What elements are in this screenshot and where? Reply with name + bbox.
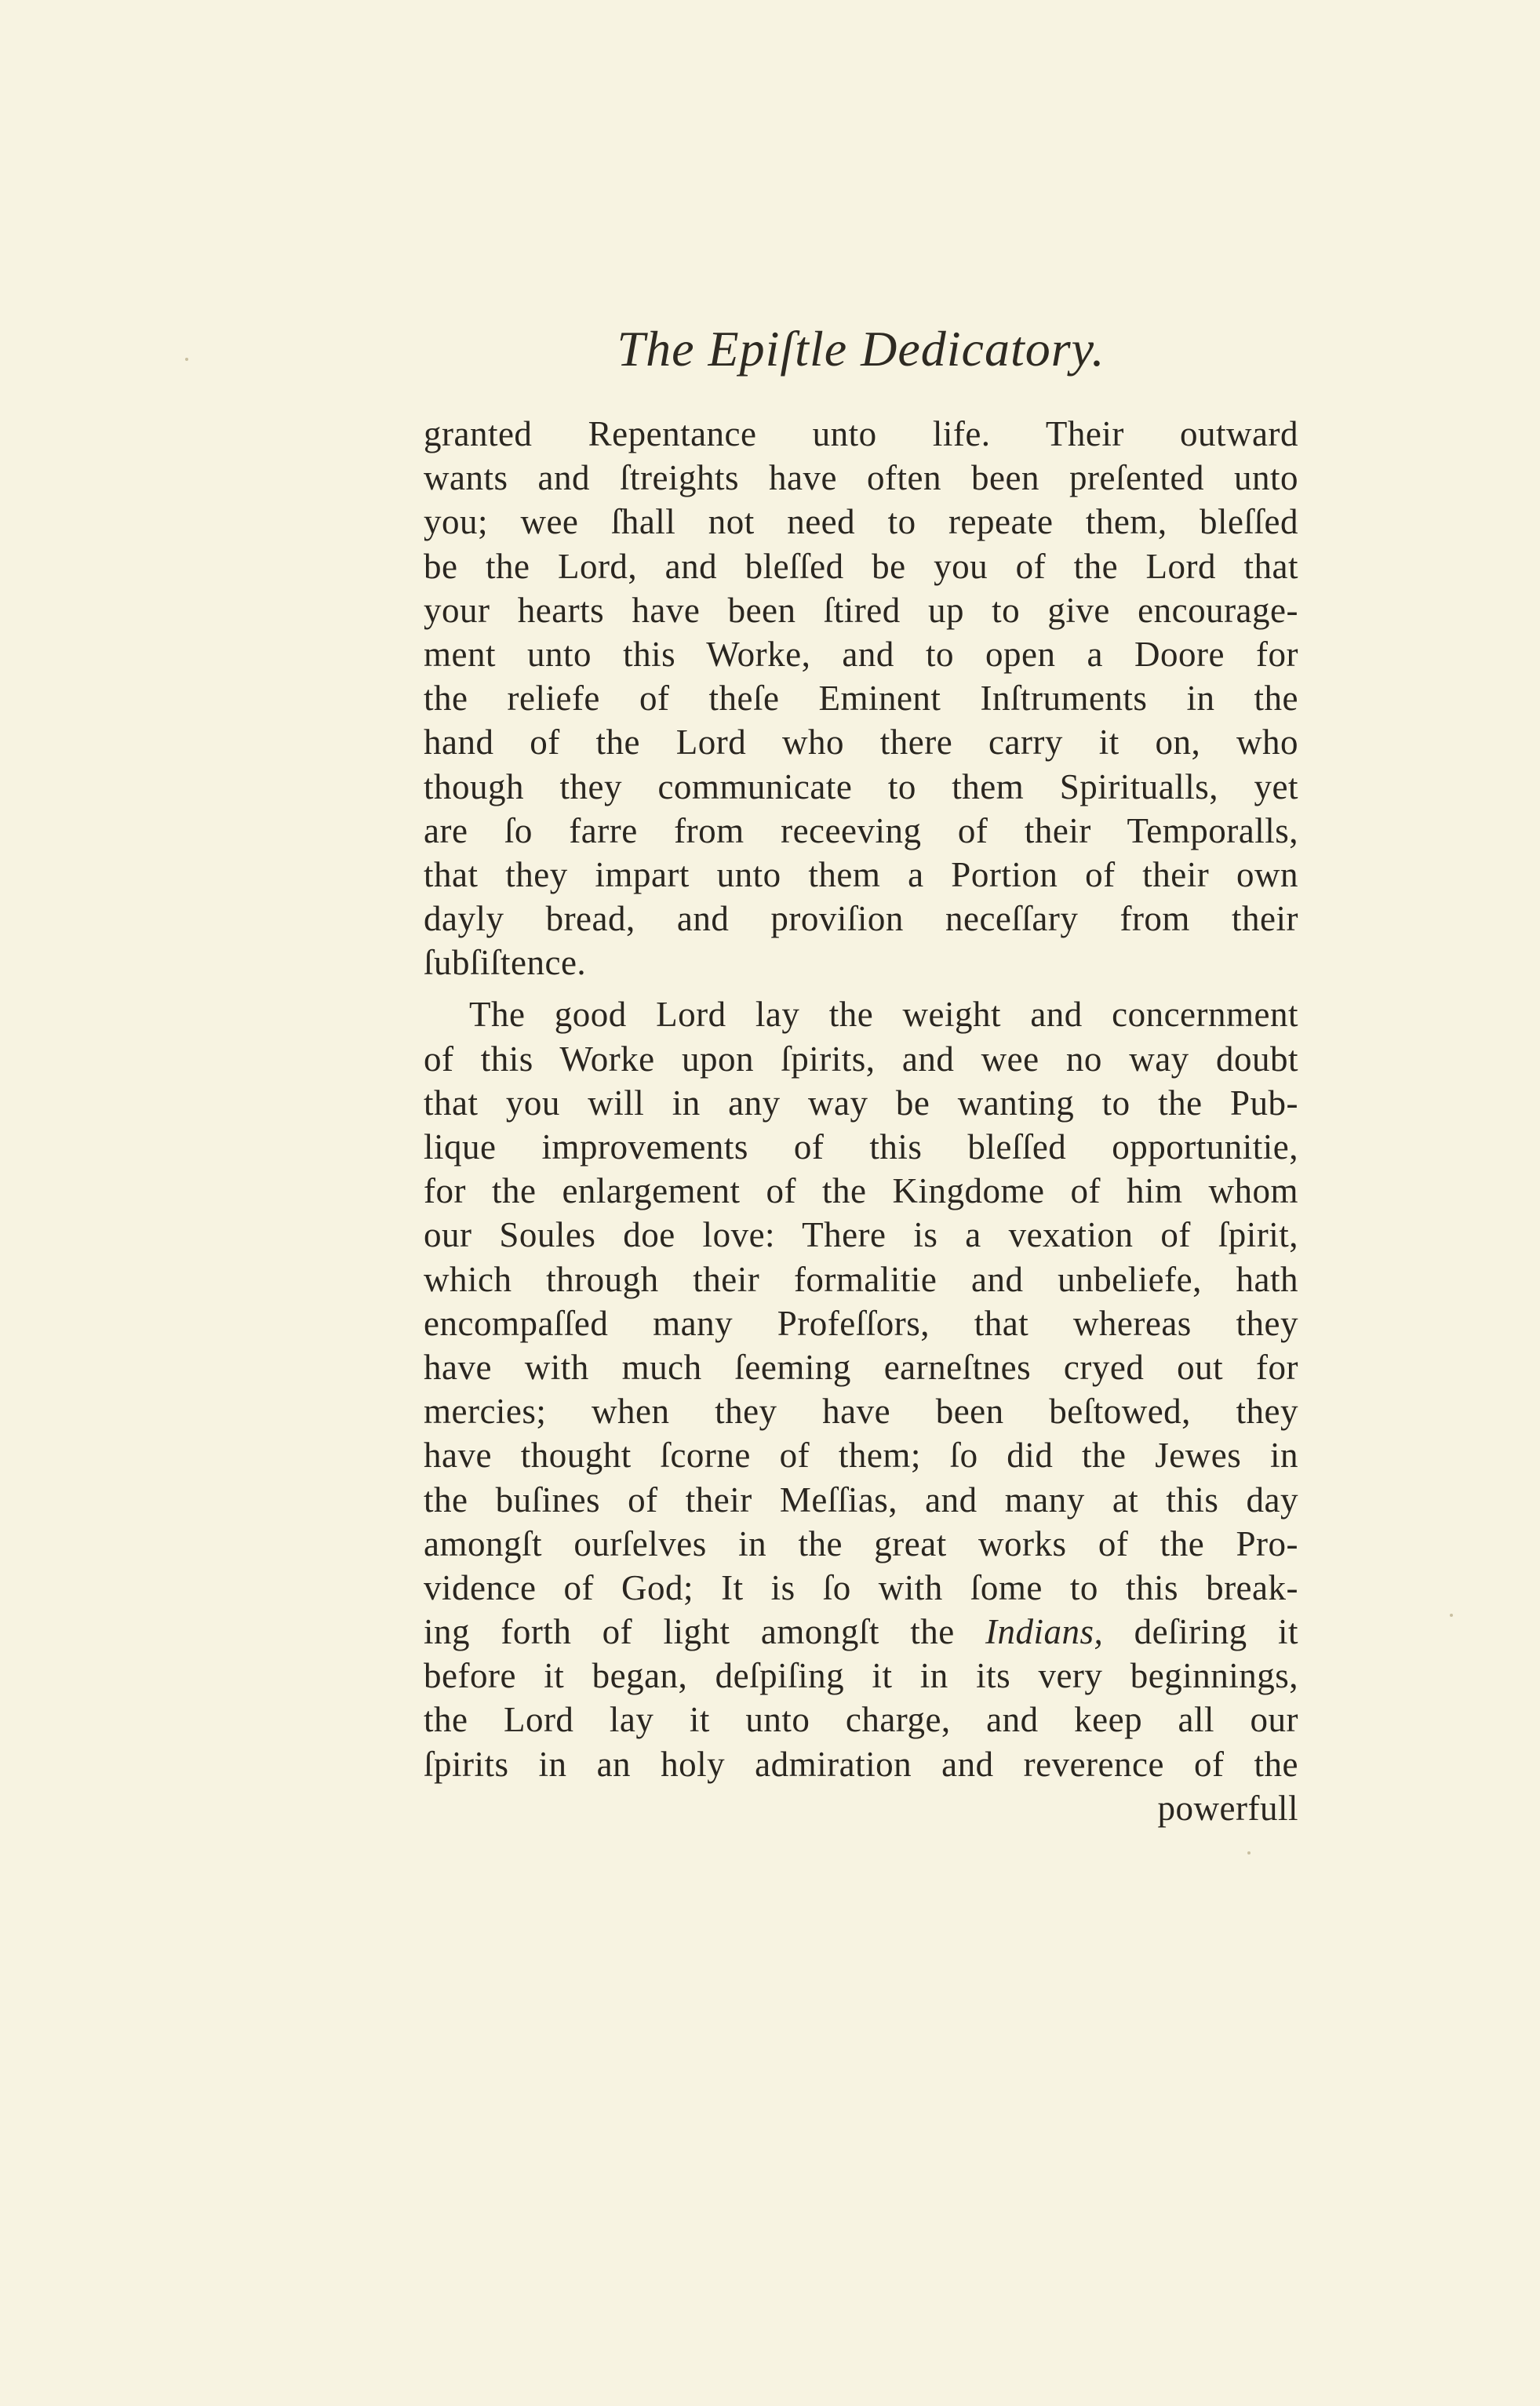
text-line: encompaſſed many Profeſſors, that whereas they: [424, 1303, 1298, 1343]
text-line: lique improvements of this bleſſed opportunitie,: [424, 1127, 1298, 1167]
text-line: which through their formalitie and unbeliefe, hath: [424, 1259, 1298, 1299]
text-line: have with much ſeeming earneſtnes cryed out for: [424, 1347, 1298, 1387]
paper-speck: [1247, 1851, 1251, 1855]
text-line: hand of the Lord who there carry it on, who: [424, 723, 1298, 763]
text-line: our Soules doe love: There is a vexation of ſpirit,: [424, 1215, 1298, 1255]
text-line: for the enlargement of the Kingdome of him whom: [424, 1171, 1298, 1211]
text-line: dayly bread, and proviſion neceſſary from their: [424, 899, 1298, 939]
text-run: ing forth of light amongſt the: [424, 1612, 986, 1652]
paper-speck: [185, 358, 188, 361]
text-line: ſubſiſtence.: [424, 943, 587, 983]
text-line: be the Lord, and bleſſed be you of the Lord that: [424, 546, 1298, 586]
text-line: that they impart unto them a Portion of their own: [424, 854, 1298, 894]
text-line: amongſt ourſelves in the great works of the Pro-: [424, 1523, 1298, 1563]
text-line: have thought ſcorne of them; ſo did the Jewes in: [424, 1436, 1298, 1476]
text-line: before it began, deſpiſing it in its very beginnings,: [424, 1656, 1298, 1696]
text-line: the reliefe of theſe Eminent Inſtruments in the: [424, 679, 1298, 719]
paragraph-1: [424, 412, 1298, 985]
text-line: the Lord lay it unto charge, and keep all our: [424, 1700, 1298, 1740]
text-line: that you will in any way be wanting to the Pub-: [424, 1083, 1298, 1123]
text-line: the buſines of their Meſſias, and many at this day: [424, 1480, 1298, 1520]
text-line: of this Worke upon ſpirits, and wee no way doubt: [424, 1039, 1298, 1079]
text-line: wants and ſtreights have often been preſented unto: [424, 458, 1298, 498]
text-line: ment unto this Worke, and to open a Doore for: [424, 634, 1298, 674]
italic-word: Indians,: [985, 1612, 1104, 1652]
text-line: granted Repentance unto life. Their outward: [424, 414, 1298, 453]
text-line: ſpirits in an holy admiration and reverence of the: [424, 1744, 1298, 1784]
text-line-with-italic: [424, 1610, 1298, 1654]
text-line: though they communicate to them Spiritualls, yet: [424, 766, 1298, 806]
text-line: are ſo farre from receeving of their Temporalls,: [424, 810, 1298, 850]
text-line: vidence of God; It is ſo with ſome to this break-: [424, 1567, 1298, 1607]
text-line: The good Lord lay the weight and concernment: [469, 995, 1298, 1035]
text-line: you; wee ſhall not need to repeate them, bleſſed: [424, 502, 1298, 542]
text-line: your hearts have been ſtired up to give encourage-: [424, 590, 1298, 630]
running-head: The Epiſtle Dedicatory.: [617, 321, 1105, 377]
text-run: deſiring it: [1103, 1612, 1298, 1652]
paragraph-gap: [424, 985, 1298, 992]
catchword: powerfull: [1157, 1788, 1298, 1828]
body-text: [424, 412, 1298, 1830]
paper-speck: [1450, 1614, 1453, 1617]
text-line: mercies; when they have been beſtowed, they: [424, 1392, 1298, 1432]
paragraph-2: [424, 992, 1298, 1785]
